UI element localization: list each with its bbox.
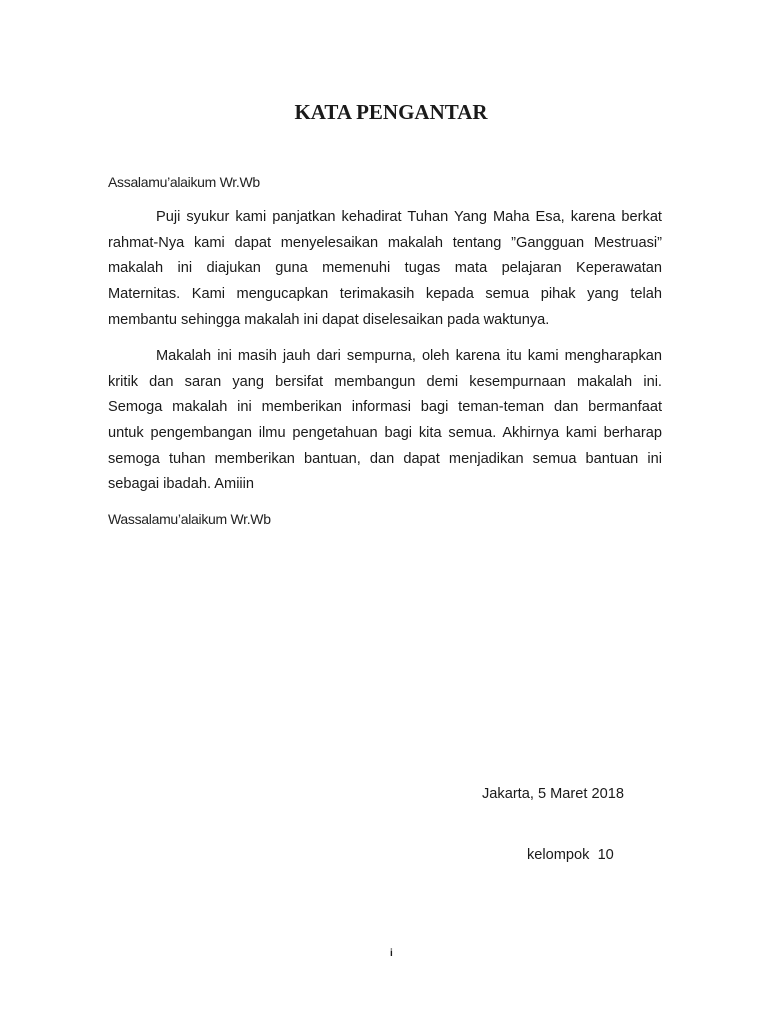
paragraph-line: makalah ini diajukan guna memenuhi tugas mata pelajaran Keperawatan [108, 260, 662, 277]
page-number: i [390, 948, 393, 959]
paragraph-line: rahmat-Nya kami dapat menyelesaikan makalah tentang ”Gangguan Mestruasi” [108, 234, 662, 251]
paragraph-line: semoga tuhan memberikan bantuan, dan dapat menjadikan semua bantuan ini [108, 450, 662, 467]
paragraph-1 [108, 205, 662, 333]
paragraph-line: sebagai ibadah. Amiiin [108, 476, 255, 493]
opening-greeting: Assalamu’alaikum Wr.Wb [108, 174, 260, 190]
paragraph-line: membantu sehingga makalah ini dapat diselesaikan pada waktunya. [108, 311, 550, 328]
paragraph-line: kritik dan saran yang bersifat membangun demi kesempurnaan makalah ini. [108, 373, 662, 390]
paragraph-2 [108, 344, 662, 498]
paragraph-line: Puji syukur kami panjatkan kehadirat Tuhan Yang Maha Esa, karena berkat [156, 209, 662, 225]
paragraph-line: Semoga makalah ini memberikan informasi bagi teman-teman dan bermanfaat [108, 399, 662, 416]
signature: kelompok 10 [527, 847, 614, 863]
page-title: KATA PENGANTAR [294, 100, 488, 124]
place-date: Jakarta, 5 Maret 2018 [482, 786, 624, 802]
paragraph-line: Makalah ini masih jauh dari sempurna, oleh karena itu kami mengharapkan [156, 348, 662, 364]
closing-greeting: Wassalamu’alaikum Wr.Wb [108, 511, 271, 527]
paragraph-line: untuk pengembangan ilmu pengetahuan bagi kita semua. Akhirnya kami berharap [108, 425, 662, 442]
paragraph-line: Maternitas. Kami mengucapkan terimakasih kepada semua pihak yang telah [108, 286, 662, 303]
